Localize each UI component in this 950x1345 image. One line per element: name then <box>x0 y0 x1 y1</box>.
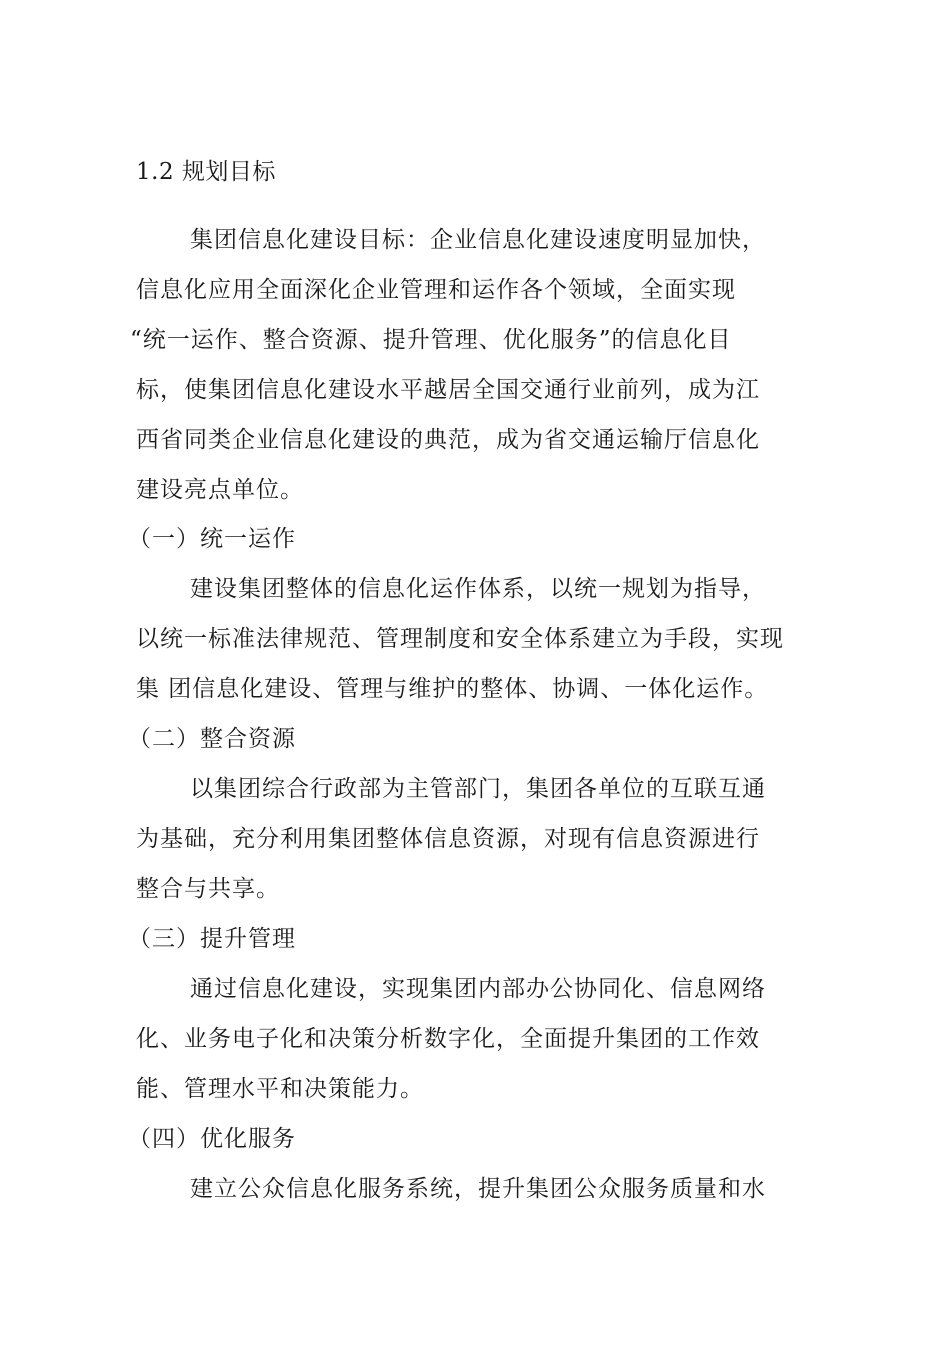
intro-line-3: “统一运作、整合资源、提升管理、优化服务”的信息化目 <box>130 327 732 353</box>
subsection-heading-4: （四）优化服务 <box>128 1126 296 1152</box>
subsection-heading-2: （二）整合资源 <box>128 726 296 752</box>
intro-line-6: 建设亮点单位。 <box>136 477 304 503</box>
subsection-3-line-1: 通过信息化建设，实现集团内部办公协同化、信息网络 <box>190 976 766 1002</box>
subsection-1-line-3: 集 团信息化建设、管理与维护的整体、协调、一体化运作。 <box>136 676 769 702</box>
intro-line-4: 标，使集团信息化建设水平越居全国交通行业前列，成为江 <box>136 377 760 403</box>
subsection-4-line-1: 建立公众信息化服务系统，提升集团公众服务质量和水 <box>190 1176 766 1202</box>
intro-line-2: 信息化应用全面深化企业管理和运作各个领域，全面实现 <box>136 277 736 303</box>
intro-line-5: 西省同类企业信息化建设的典范，成为省交通运输厅信息化 <box>136 427 760 453</box>
section-title: 1.2 规划目标 <box>136 159 276 185</box>
subsection-1-line-1: 建设集团整体的信息化运作体系，以统一规划为指导， <box>190 576 766 602</box>
subsection-2-line-1: 以集团综合行政部为主管部门，集团各单位的互联互通 <box>190 776 766 802</box>
subsection-2-line-3: 整合与共享。 <box>136 876 280 902</box>
subsection-3-line-2: 化、业务电子化和决策分析数字化，全面提升集团的工作效 <box>136 1026 760 1052</box>
subsection-1-line-2: 以统一标准法律规范、管理制度和安全体系建立为手段，实现 <box>136 626 784 652</box>
subsection-2-line-2: 为基础，充分利用集团整体信息资源，对现有信息资源进行 <box>136 826 760 852</box>
subsection-heading-1: （一）统一运作 <box>128 526 296 552</box>
subsection-3-line-3: 能、管理水平和决策能力。 <box>136 1076 424 1102</box>
intro-line-1: 集团信息化建设目标：企业信息化建设速度明显加快， <box>190 227 766 253</box>
subsection-heading-3: （三）提升管理 <box>128 926 296 952</box>
